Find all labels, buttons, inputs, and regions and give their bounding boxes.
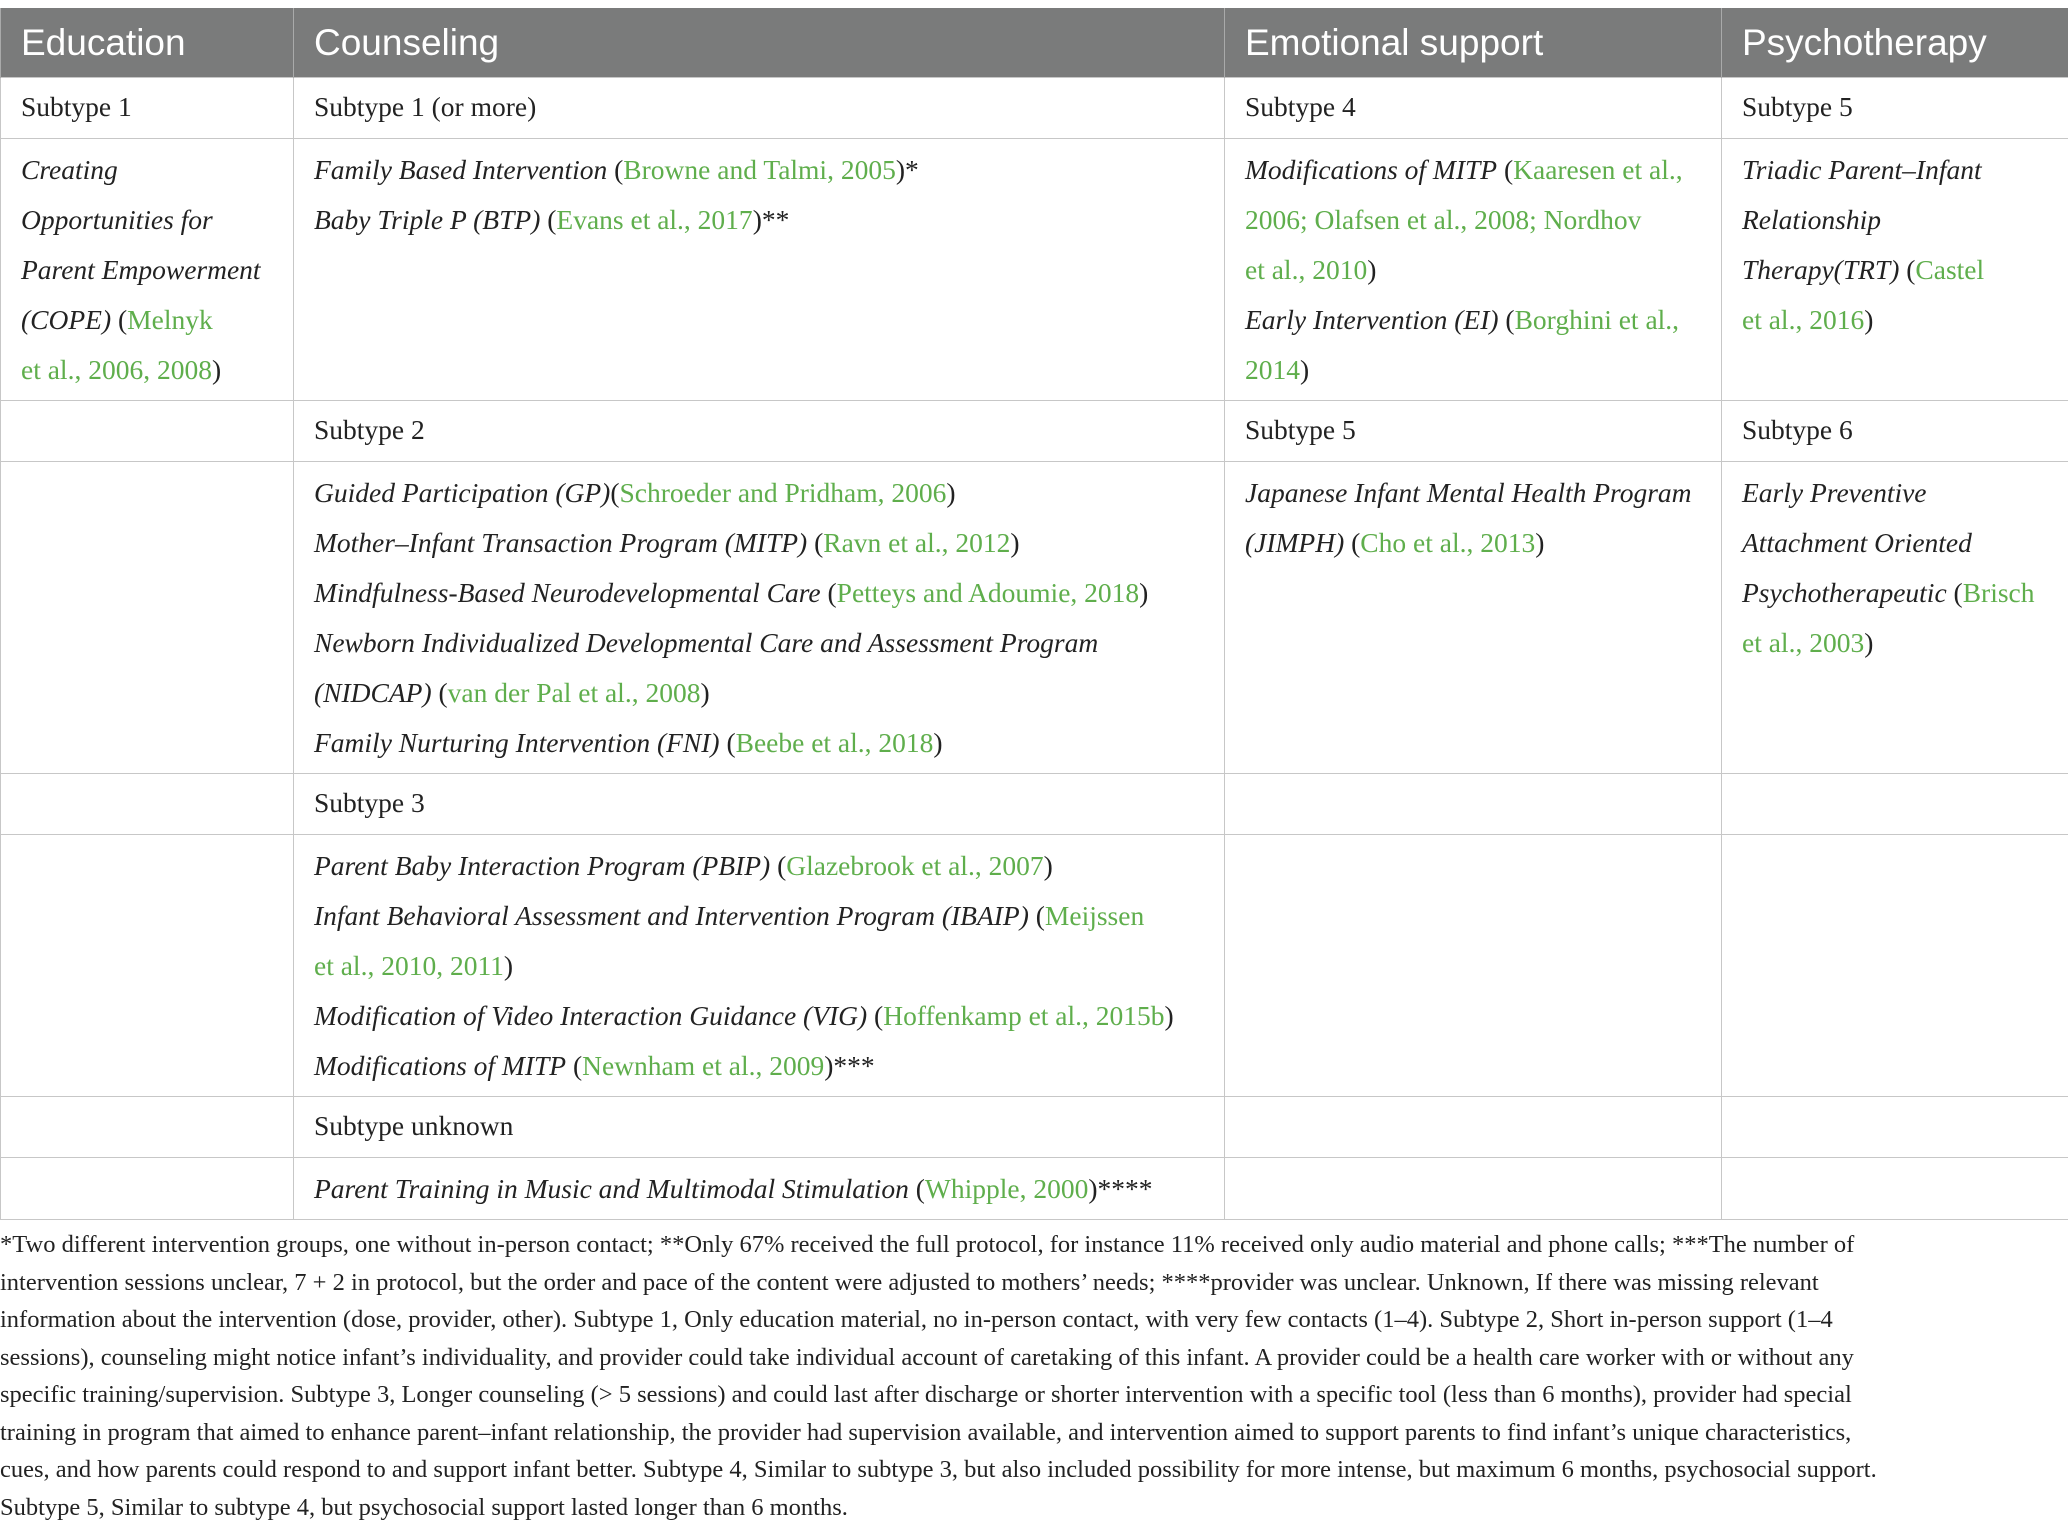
citation-link[interactable]: et al., 2010, 2011 — [314, 950, 504, 981]
citation-link[interactable]: et al., 2016 — [1742, 304, 1865, 335]
table-cell: Subtype 3 — [294, 774, 1225, 835]
program-name: Creating — [21, 154, 118, 185]
citation-link[interactable]: 2014 — [1245, 354, 1300, 385]
header-row — [1, 8, 2068, 78]
footnote-line: sessions), counseling might notice infant’s individuality, and provider could take individual account of caretaking of this infant. A provider could be a health care worker with or without any — [0, 1343, 1854, 1371]
table-cell — [1225, 774, 1722, 835]
citation-link[interactable]: Petteys and Adoumie, 2018 — [836, 577, 1140, 608]
footnote-line: intervention sessions unclear, 7 + 2 in protocol, but the order and pace of the content were adjusted to mothers’ needs; ****provider was unclear. Unknown, If there was missing relevant — [0, 1268, 1819, 1296]
footnote-line: Subtype 5, Similar to subtype 4, but psychosocial support lasted longer than 6 months. — [0, 1493, 848, 1521]
list-item: et al., 2010, 2011) — [314, 950, 514, 981]
table-row — [1, 462, 2068, 774]
citation-link[interactable]: Ravn et al., 2012 — [823, 527, 1011, 558]
list-item: Mother–Infant Transaction Program (MITP) (Ravn et al., 2012) — [314, 527, 1020, 558]
footnote-line: cues, and how parents could respond to and support infant better. Subtype 4, Similar to subtype 3, but also included possibility for more intense, but maximum 6 months, psychosocial support. — [0, 1456, 1877, 1483]
counseling-subtype3-cell — [294, 835, 1225, 1097]
program-name: Opportunities for — [21, 204, 213, 235]
table-cell — [1722, 1097, 2068, 1158]
table-row — [1, 1158, 2068, 1220]
table-cell — [1, 774, 294, 835]
program-name: Parent Empowerment — [21, 254, 261, 285]
table-cell — [1, 462, 294, 774]
list-item: Modification of Video Interaction Guidance (VIG) (Hoffenkamp et al., 2015b) — [314, 1000, 1174, 1031]
footnote-line: information about the intervention (dose, provider, other). Subtype 1, Only education material, no in-person contact, with very few contacts (1–4). Subtype 2, Short in-person support (1–4 — [0, 1306, 1833, 1333]
list-item: Mindfulness-Based Neurodevelopmental Care (Petteys and Adoumie, 2018) — [314, 577, 1149, 608]
counseling-subtype2-cell — [294, 462, 1225, 774]
table-cell: Subtype 6 — [1722, 401, 2068, 462]
psychotherapy-subtype5-cell: Triadic Parent–Infant Relationship Therapy(TRT) (Castel et al., 2016) — [1722, 139, 2068, 401]
table-cell: Subtype 2 — [294, 401, 1225, 462]
list-item: Family Based Intervention (Browne and Talmi, 2005)* — [314, 154, 919, 185]
table-footnotes — [0, 1226, 2062, 1526]
table-cell: Subtype 5 — [1722, 78, 2068, 139]
list-item: Newborn Individualized Developmental Care and Assessment Program — [314, 627, 1099, 658]
subtype-row — [1, 78, 2068, 139]
list-item: Family Nurturing Intervention (FNI) (Beebe et al., 2018) — [314, 727, 943, 758]
program-name: Early Intervention (EI) — [1245, 304, 1499, 335]
emotional-subtype5-cell: Japanese Infant Mental Health Program (JIMPH) (Cho et al., 2013) — [1225, 462, 1722, 774]
list-item: Baby Triple P (BTP) (Evans et al., 2017)** — [314, 204, 790, 235]
citation-link[interactable]: et al., 2003 — [1742, 627, 1865, 658]
program-name: Attachment Oriented — [1742, 527, 1972, 558]
list-item: Modifications of MITP (Newnham et al., 2009)*** — [314, 1050, 875, 1081]
table-cell — [1225, 1097, 1722, 1158]
table-cell — [1, 835, 294, 1097]
program-name: Triadic Parent–Infant — [1742, 154, 1982, 185]
program-name: (COPE) — [21, 304, 112, 335]
table-cell: Subtype 1 (or more) — [294, 78, 1225, 139]
program-name: Therapy(TRT) — [1742, 254, 1900, 285]
subtype-row — [1, 401, 2068, 462]
citation-link[interactable]: Evans et al., 2017 — [556, 204, 753, 235]
table-cell: Subtype 1 — [1, 78, 294, 139]
subtype-row — [1, 774, 2068, 835]
citation-link[interactable]: Beebe et al., 2018 — [735, 727, 934, 758]
table-cell: Subtype 4 — [1225, 78, 1722, 139]
table-cell — [1, 1158, 294, 1220]
psychotherapy-subtype6-cell: Early Preventive Attachment Oriented Psychotherapeutic (Brisch et al., 2003) — [1722, 462, 2068, 774]
citation-link[interactable]: van der Pal et al., 2008 — [447, 677, 701, 708]
citation-link[interactable]: et al., 2006, 2008 — [21, 354, 212, 385]
citation-link[interactable]: Meijssen — [1044, 900, 1145, 931]
list-item: Parent Baby Interaction Program (PBIP) (Glazebrook et al., 2007) — [314, 850, 1053, 881]
program-name: Japanese Infant Mental Health Program — [1245, 477, 1692, 508]
program-name: Early Preventive — [1742, 477, 1927, 508]
subtype-row — [1, 1097, 2068, 1158]
table-cell — [1722, 835, 2068, 1097]
program-name: Relationship — [1742, 204, 1882, 235]
table-cell — [1, 1097, 294, 1158]
citation-link[interactable]: Castel — [1915, 254, 1985, 285]
citation-link[interactable]: Whipple, 2000 — [924, 1173, 1089, 1204]
program-name: Modifications of MITP — [1245, 154, 1498, 185]
emotional-subtype4-cell: Modifications of MITP (Kaaresen et al., 2006; Olafsen et al., 2008; Nordhov et al., 2010) Early Intervention (EI) (Borghini et al., 2014) — [1225, 139, 1722, 401]
interventions-table — [0, 8, 2068, 1220]
citation-link[interactable]: Brisch — [1962, 577, 2035, 608]
table-cell — [1722, 774, 2068, 835]
list-item: Guided Participation (GP)(Schroeder and Pridham, 2006) — [314, 477, 956, 508]
citation-link[interactable]: Schroeder and Pridham, 2006 — [619, 477, 947, 508]
table-cell — [1225, 835, 1722, 1097]
table-cell — [1225, 1158, 1722, 1220]
table-cell: Subtype 5 — [1225, 401, 1722, 462]
table-cell: Subtype unknown — [294, 1097, 1225, 1158]
program-name: (JIMPH) — [1245, 527, 1345, 558]
citation-link[interactable]: et al., 2010 — [1245, 254, 1368, 285]
table-row — [1, 835, 2068, 1097]
table-cell — [1722, 1158, 2068, 1220]
citation-link[interactable]: Cho et al., 2013 — [1360, 527, 1536, 558]
header-emotional-support: Emotional support — [1225, 8, 1722, 78]
citation-link[interactable]: Newnham et al., 2009 — [582, 1050, 825, 1081]
citation-link[interactable]: Browne and Talmi, 2005 — [623, 154, 896, 185]
list-item: Parent Training in Music and Multimodal Stimulation (Whipple, 2000)**** — [314, 1173, 1153, 1204]
citation-link[interactable]: Borghini et al., — [1514, 304, 1680, 335]
program-name: Psychotherapeutic — [1742, 577, 1947, 608]
footnote-line: specific training/supervision. Subtype 3, Longer counseling (> 5 sessions) and could last after discharge or shorter intervention with a specific tool (less than 6 months), provider had special — [0, 1381, 1852, 1408]
header-education: Education — [1, 8, 294, 78]
counseling-unknown-cell — [294, 1158, 1225, 1220]
citation-link[interactable]: Hoffenkamp et al., 2015b — [883, 1000, 1165, 1031]
citation-link[interactable]: Kaaresen et al., — [1513, 154, 1683, 185]
header-psychotherapy: Psychotherapy — [1722, 8, 2068, 78]
counseling-subtype1-cell — [294, 139, 1225, 401]
footnote-line: training in program that aimed to enhance parent–infant relationship, the provider had supervision available, and intervention aimed to support parents to find infant’s unique characteristics, — [0, 1418, 1852, 1446]
table-row — [1, 139, 2068, 401]
education-cope-cell: Creating Opportunities for Parent Empowerment (COPE) (Melnyk et al., 2006, 2008) — [1, 139, 294, 401]
list-item: Infant Behavioral Assessment and Intervention Program (IBAIP) (Meijssen — [314, 900, 1145, 931]
citation-link[interactable]: Glazebrook et al., 2007 — [786, 850, 1044, 881]
table-cell — [1, 401, 294, 462]
footnote-line: *Two different intervention groups, one without in-person contact; **Only 67% received the full protocol, for instance 11% received only audio material and phone calls; ***The number of — [0, 1231, 1855, 1258]
citation-link[interactable]: Melnyk — [127, 304, 213, 335]
list-item: (NIDCAP) (van der Pal et al., 2008) — [314, 677, 710, 708]
header-counseling: Counseling — [294, 8, 1225, 78]
citation-link[interactable]: 2006; Olafsen et al., 2008; Nordhov — [1245, 204, 1642, 235]
